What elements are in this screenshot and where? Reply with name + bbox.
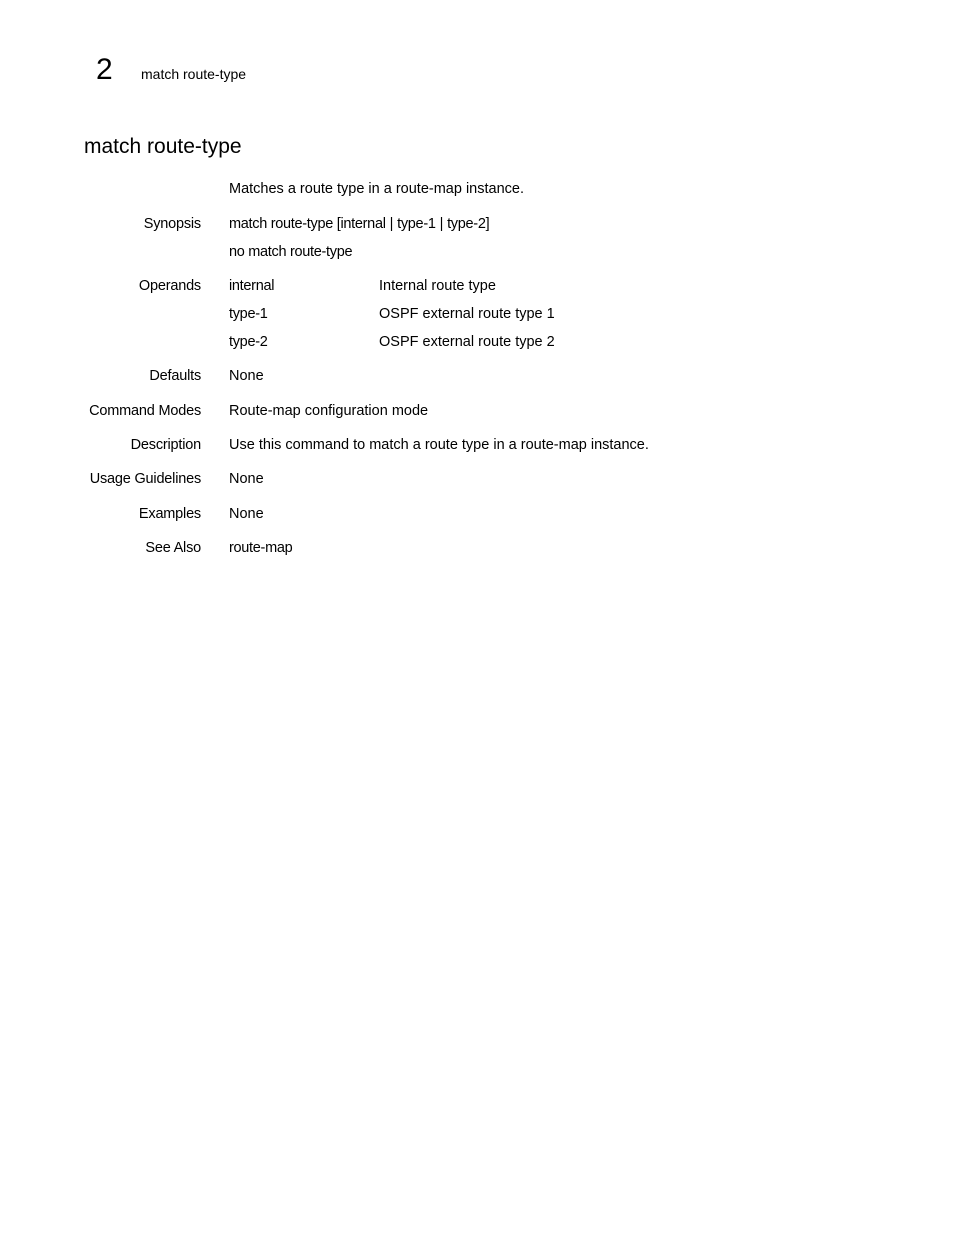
command-summary: Matches a route type in a route-map instance. xyxy=(229,181,524,197)
synopsis-option-type-2: type-2 xyxy=(447,216,486,232)
see-also-link-route-map[interactable]: route-map xyxy=(229,540,293,556)
operands-label: Operands xyxy=(138,278,201,294)
defaults-value: None xyxy=(229,368,264,384)
usage-guidelines-label: Usage Guidelines xyxy=(89,471,201,487)
synopsis-bracket-open: [ xyxy=(336,216,341,232)
command-modes-value: Route-map configuration mode xyxy=(229,403,429,419)
synopsis-separator: | xyxy=(389,216,394,232)
operand-description: OSPF external route type 1 xyxy=(379,306,555,322)
see-also-label: See Also xyxy=(145,540,201,556)
operand-name: internal xyxy=(229,278,275,294)
synopsis-bracket-close: ] xyxy=(485,216,490,232)
chapter-number: 2 xyxy=(96,53,113,86)
description-value: Use this command to match a route type in a route-map instance. xyxy=(229,437,649,453)
synopsis-option-internal: internal xyxy=(340,216,386,232)
examples-value: None xyxy=(229,506,264,522)
synopsis-option-type-1: type-1 xyxy=(397,216,436,232)
operand-description: Internal route type xyxy=(379,278,496,294)
synopsis-syntax xyxy=(229,215,489,233)
operand-description: OSPF external route type 2 xyxy=(379,334,555,350)
defaults-label: Defaults xyxy=(149,368,201,384)
command-modes-label: Command Modes xyxy=(89,403,201,419)
operand-name: type-1 xyxy=(229,306,268,322)
synopsis-command: match route-type xyxy=(229,216,333,232)
synopsis-separator: | xyxy=(439,216,444,232)
page-title: match route-type xyxy=(84,135,242,158)
synopsis-label: Synopsis xyxy=(143,216,201,232)
usage-guidelines-value: None xyxy=(229,471,264,487)
operand-name: type-2 xyxy=(229,334,268,350)
description-label: Description xyxy=(130,437,201,453)
running-header-title: match route-type xyxy=(141,66,247,82)
examples-label: Examples xyxy=(138,506,201,522)
synopsis-negation: no match route-type xyxy=(229,244,353,260)
